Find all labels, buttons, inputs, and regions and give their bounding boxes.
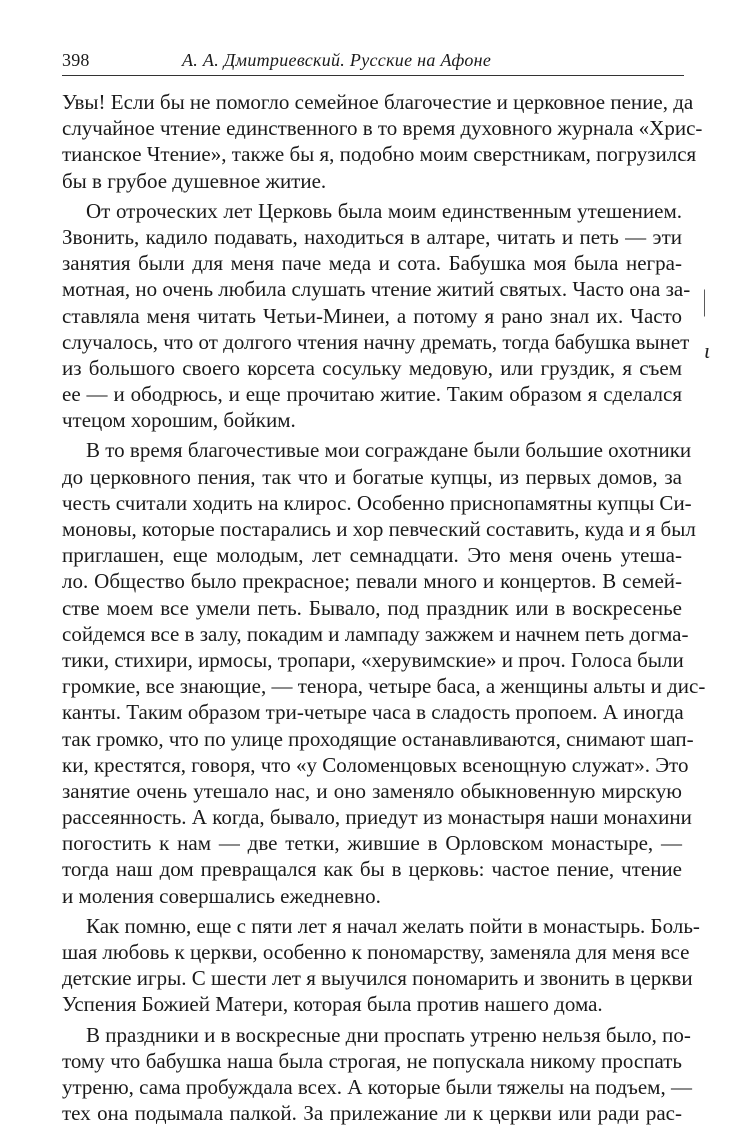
paragraph bbox=[62, 198, 691, 434]
text-line: честь считали ходить на клирос. Особенно приснопамятны купцы Си- bbox=[62, 490, 692, 515]
header-rule bbox=[62, 75, 684, 76]
text-line: тианское Чтение», также бы я, подобно моим сверстникам, погрузился bbox=[62, 142, 697, 167]
text-line: утреню, сама пробуждала всех. А которые были тяжелы на подъем, — bbox=[62, 1074, 692, 1099]
text-line: случайное чтение единственного в то время духовного журнала «Хрис- bbox=[62, 116, 703, 141]
text-line: приглашен, еще молодым, лет семнадцати. Это меня очень утеша- bbox=[62, 543, 682, 568]
text-line: бы в грубое душевное житие. bbox=[62, 168, 327, 193]
text-line: громкие, все знающие, — тенора, четыре баса, а женщины альты и дис- bbox=[62, 674, 706, 699]
text-line: так громко, что по улице проходящие останавливаются, снимают шап- bbox=[62, 726, 694, 751]
text-line: моновы, которые постарались и хор певческий составить, куда и я был bbox=[62, 517, 696, 541]
text-line: тому что бабушка наша была строгая, не попускала никому проспать bbox=[62, 1048, 682, 1073]
text-line: Как помню, еще с пяти лет я начал желать пойти в монастырь. Боль- bbox=[86, 913, 700, 938]
text-line: и моления совершались ежедневно. bbox=[62, 883, 381, 908]
page-header bbox=[62, 46, 684, 76]
text-line: ее — и ободрюсь, и еще прочитаю житие. Таким образом я сделался bbox=[62, 382, 682, 407]
text-line: детские игры. С шести лет я выучился пономарить и звонить в церкви bbox=[62, 966, 693, 991]
margin-pencil-mark: ι bbox=[704, 338, 711, 363]
text-line: из большого своего корсета сосульку медовую, или груздик, я съем bbox=[62, 355, 682, 380]
text-line: Успения Божией Матери, которая была против нашего дома. bbox=[62, 992, 603, 1017]
text-line: занятия были для меня паче меда и сота. Бабушка моя была негра- bbox=[62, 251, 682, 276]
paragraph bbox=[62, 437, 706, 908]
text-line: тех она подымала палкой. За прилежание ли к церкви или ради рас- bbox=[62, 1101, 682, 1126]
text-line: стве моем все умели петь. Бывало, под праздник или в воскресенье bbox=[62, 595, 682, 620]
text-line: ки, крестятся, говоря, что «у Соломенцовых всенощную служат». Это bbox=[62, 752, 689, 777]
paragraph bbox=[62, 89, 703, 194]
text-line: канты. Таким образом три-четыре часа в сладость пропоем. А иногда bbox=[62, 700, 684, 725]
text-line: шая любовь к церкви, особенно к пономарству, заменяла для меня все bbox=[62, 940, 690, 964]
paragraph bbox=[62, 1022, 692, 1127]
running-title: А. А. Дмитриевский. Русские на Афоне bbox=[182, 50, 492, 70]
text-line: случалось, что от долгого чтения начну дремать, тогда бабушка вынет bbox=[62, 329, 690, 354]
text-line: сойдемся все в залу, покадим и лампаду зажжем и начнем петь догма- bbox=[62, 621, 689, 646]
text-line: чтецом хорошим, бойким. bbox=[62, 408, 296, 433]
text-line: погостить к нам — две тетки, жившие в Орловском монастыре, — bbox=[62, 831, 682, 856]
paragraph bbox=[62, 913, 700, 1018]
text-line: занятие очень утешало нас, и оно заменяло обыкновенную мирскую bbox=[62, 778, 682, 803]
text-line: тики, стихири, ирмосы, тропари, «херувимские» и проч. Голоса были bbox=[62, 647, 684, 672]
text-line: мотная, но очень любила слушать чтение житий святых. Часто она за- bbox=[62, 277, 691, 302]
body-text bbox=[62, 89, 706, 1130]
margin-pencil-mark: | bbox=[702, 284, 707, 317]
text-line: рассеянность. А когда, бывало, приедут из монастыря наши монахини bbox=[62, 805, 692, 830]
text-line: ставляла меня читать Четьи-Минеи, а потому я рано знал их. Часто bbox=[62, 303, 682, 328]
text-line: тогда наш дом превращался как бы в церковь: частое пение, чтение bbox=[62, 857, 682, 882]
text-line: Увы! Если бы не помогло семейное благочестие и церковное пение, да bbox=[62, 90, 694, 114]
text-line: В праздники и в воскресные дни проспать утреню нельзя было, по- bbox=[86, 1022, 691, 1047]
text-line: до церковного пения, так что и богатые купцы, из первых домов, за bbox=[62, 464, 682, 489]
text-line: ло. Общество было прекрасное; певали много и концертов. В семей- bbox=[62, 569, 682, 594]
text-line: В то время благочестивые мои сограждане были большие охотники bbox=[86, 438, 692, 463]
page-number: 398 bbox=[62, 50, 90, 70]
text-line: Звонить, кадило подавать, находиться в алтаре, читать и петь — эти bbox=[62, 224, 682, 249]
text-line: От отроческих лет Церковь была моим единственным утешением. bbox=[86, 198, 682, 223]
